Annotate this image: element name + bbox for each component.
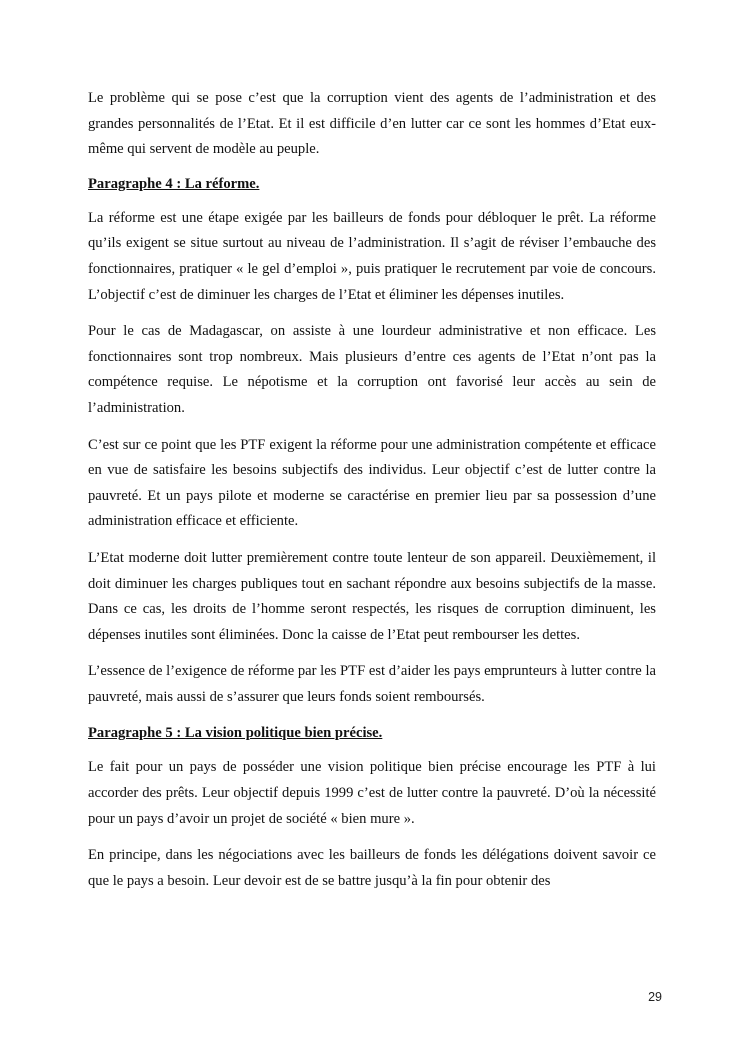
heading-paragraphe-5: Paragraphe 5 : La vision politique bien précise.	[88, 725, 383, 742]
paragraph-corruption: Le problème qui se pose c’est que la corruption vient des agents de l’administration et des grandes personnalités de l’Etat. Et il est difficile d’en lutter car ce sont les hommes d’Etat eux- même qui servent de modèle au peuple.	[88, 90, 656, 158]
paragraph-negociations: En principe, dans les négociations avec les bailleurs de fonds les délégations doivent savoir ce que le pays a besoin. Leur devoir est de se battre jusqu’à la fin pour obtenir des	[88, 847, 656, 889]
paragraph-ptf-exigent: C’est sur ce point que les PTF exigent la réforme pour une administration compétente et efficace en vue de satisfaire les besoins subjectifs des individus. Leur objectif c’est de lutter contre la pauvreté. Et un pays pilote et moderne se caractérise en premier lieu par sa possession d’une administration efficace et efficiente.	[88, 436, 656, 530]
paragraph-vision-politique: Le fait pour un pays de posséder une vision politique bien précise encourage les PTF à lui accorder des prêts. Leur objectif depuis 1999 c’est de lutter contre la pauvreté. D’où la nécessité pour un pays d’avoir un projet de société « bien mure ».	[88, 759, 656, 827]
paragraph-reforme-definition: La réforme est une étape exigée par les bailleurs de fonds pour débloquer le prêt. La réforme qu’ils exigent se situe surtout au niveau de l’administration. Il s’agit de réviser l’embauche des fonctionnaires, pratiquer « le gel d’emploi », puis pratiquer le recrutement par voie de concours. L’objectif c’est de diminuer les charges de l’Etat et éliminer les dépenses inutiles.	[88, 209, 656, 303]
page-number: 29	[648, 990, 662, 1004]
page-body	[88, 86, 656, 894]
heading-paragraphe-4: Paragraphe 4 : La réforme.	[88, 175, 260, 192]
paragraph-etat-moderne: L’Etat moderne doit lutter premièrement contre toute lenteur de son appareil. Deuxièmement, il doit diminuer les charges publiques tout en sachant répondre aux besoins subjectifs de la masse. Dans ce cas, les droits de l’homme seront respectés, les risques de corruption diminuent, les dépenses inutiles sont éliminées. Donc la caisse de l’Etat peut rembourser les dettes.	[88, 549, 656, 643]
paragraph-essence-reforme: L’essence de l’exigence de réforme par les PTF est d’aider les pays emprunteurs à lutter contre la pauvreté, mais aussi de s’assurer que leurs fonds soient remboursés.	[88, 663, 656, 705]
paragraph-madagascar: Pour le cas de Madagascar, on assiste à une lourdeur administrative et non efficace. Les fonctionnaires sont trop nombreux. Mais plusieurs d’entre ces agents de l’Etat n’ont pas la compétence requise. Le népotisme et la corruption ont favorisé leur accès au sein de l’administration.	[88, 323, 656, 416]
